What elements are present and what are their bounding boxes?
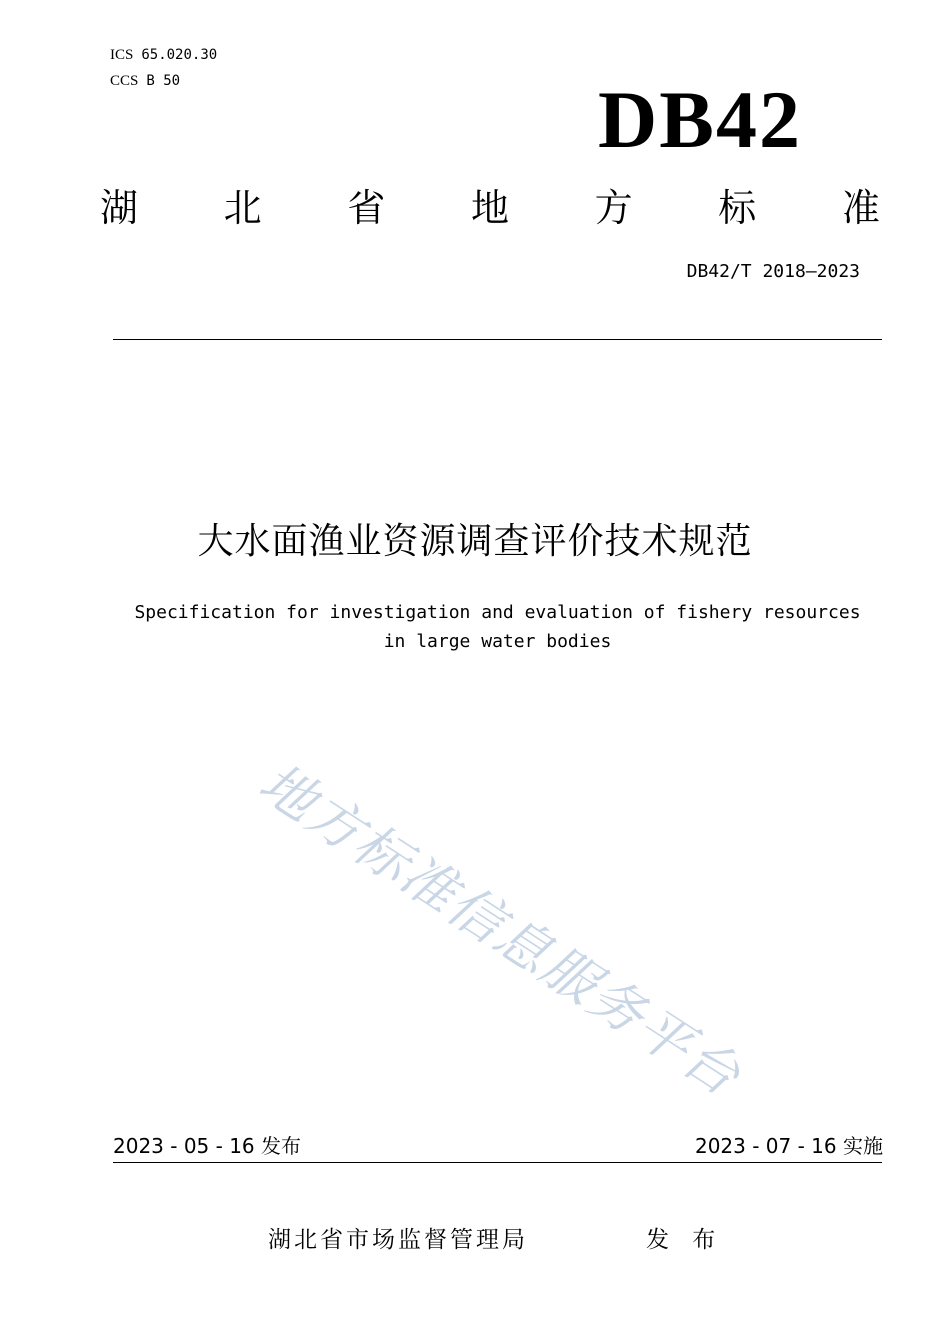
issue-date: 2023 - 05 - 16 发布 — [113, 1134, 302, 1158]
ccs-code — [110, 72, 180, 90]
implementation-date: 2023 - 07 - 16 实施 — [694, 1134, 883, 1158]
standard-type-char: 湖 — [100, 186, 139, 230]
standard-mark: DB42 — [598, 74, 802, 165]
ccs-value: B 50 — [146, 73, 181, 89]
header-divider — [113, 339, 882, 340]
standard-type-char: 省 — [347, 186, 386, 230]
title-en-line-2: in large water bodies — [383, 631, 612, 652]
ccs-label: CCS — [110, 73, 139, 89]
ics-value: 65.020.30 — [141, 47, 218, 63]
standard-type-char: 地 — [470, 186, 509, 230]
standard-type-char: 准 — [841, 186, 880, 230]
ics-code — [110, 46, 217, 64]
standard-type — [100, 186, 880, 230]
publisher: 湖北省市场监督管理局 — [268, 1227, 528, 1253]
standard-type-char: 标 — [718, 186, 757, 230]
publish-word: 发 布 — [646, 1227, 724, 1253]
watermark: 地方标准信息服务平台 — [248, 750, 753, 1109]
standard-type-char: 北 — [223, 186, 262, 230]
standard-number: DB42/T 2018—2023 — [686, 261, 860, 282]
title-en-line-1: Specification for investigation and evaluation of fishery resources — [134, 602, 861, 623]
standard-type-char: 方 — [594, 186, 633, 230]
document-title-en — [60, 598, 935, 656]
footer-divider — [113, 1162, 882, 1163]
ics-label: ICS — [110, 47, 134, 63]
document-title-zh: 大水面渔业资源调查评价技术规范 — [197, 521, 753, 562]
